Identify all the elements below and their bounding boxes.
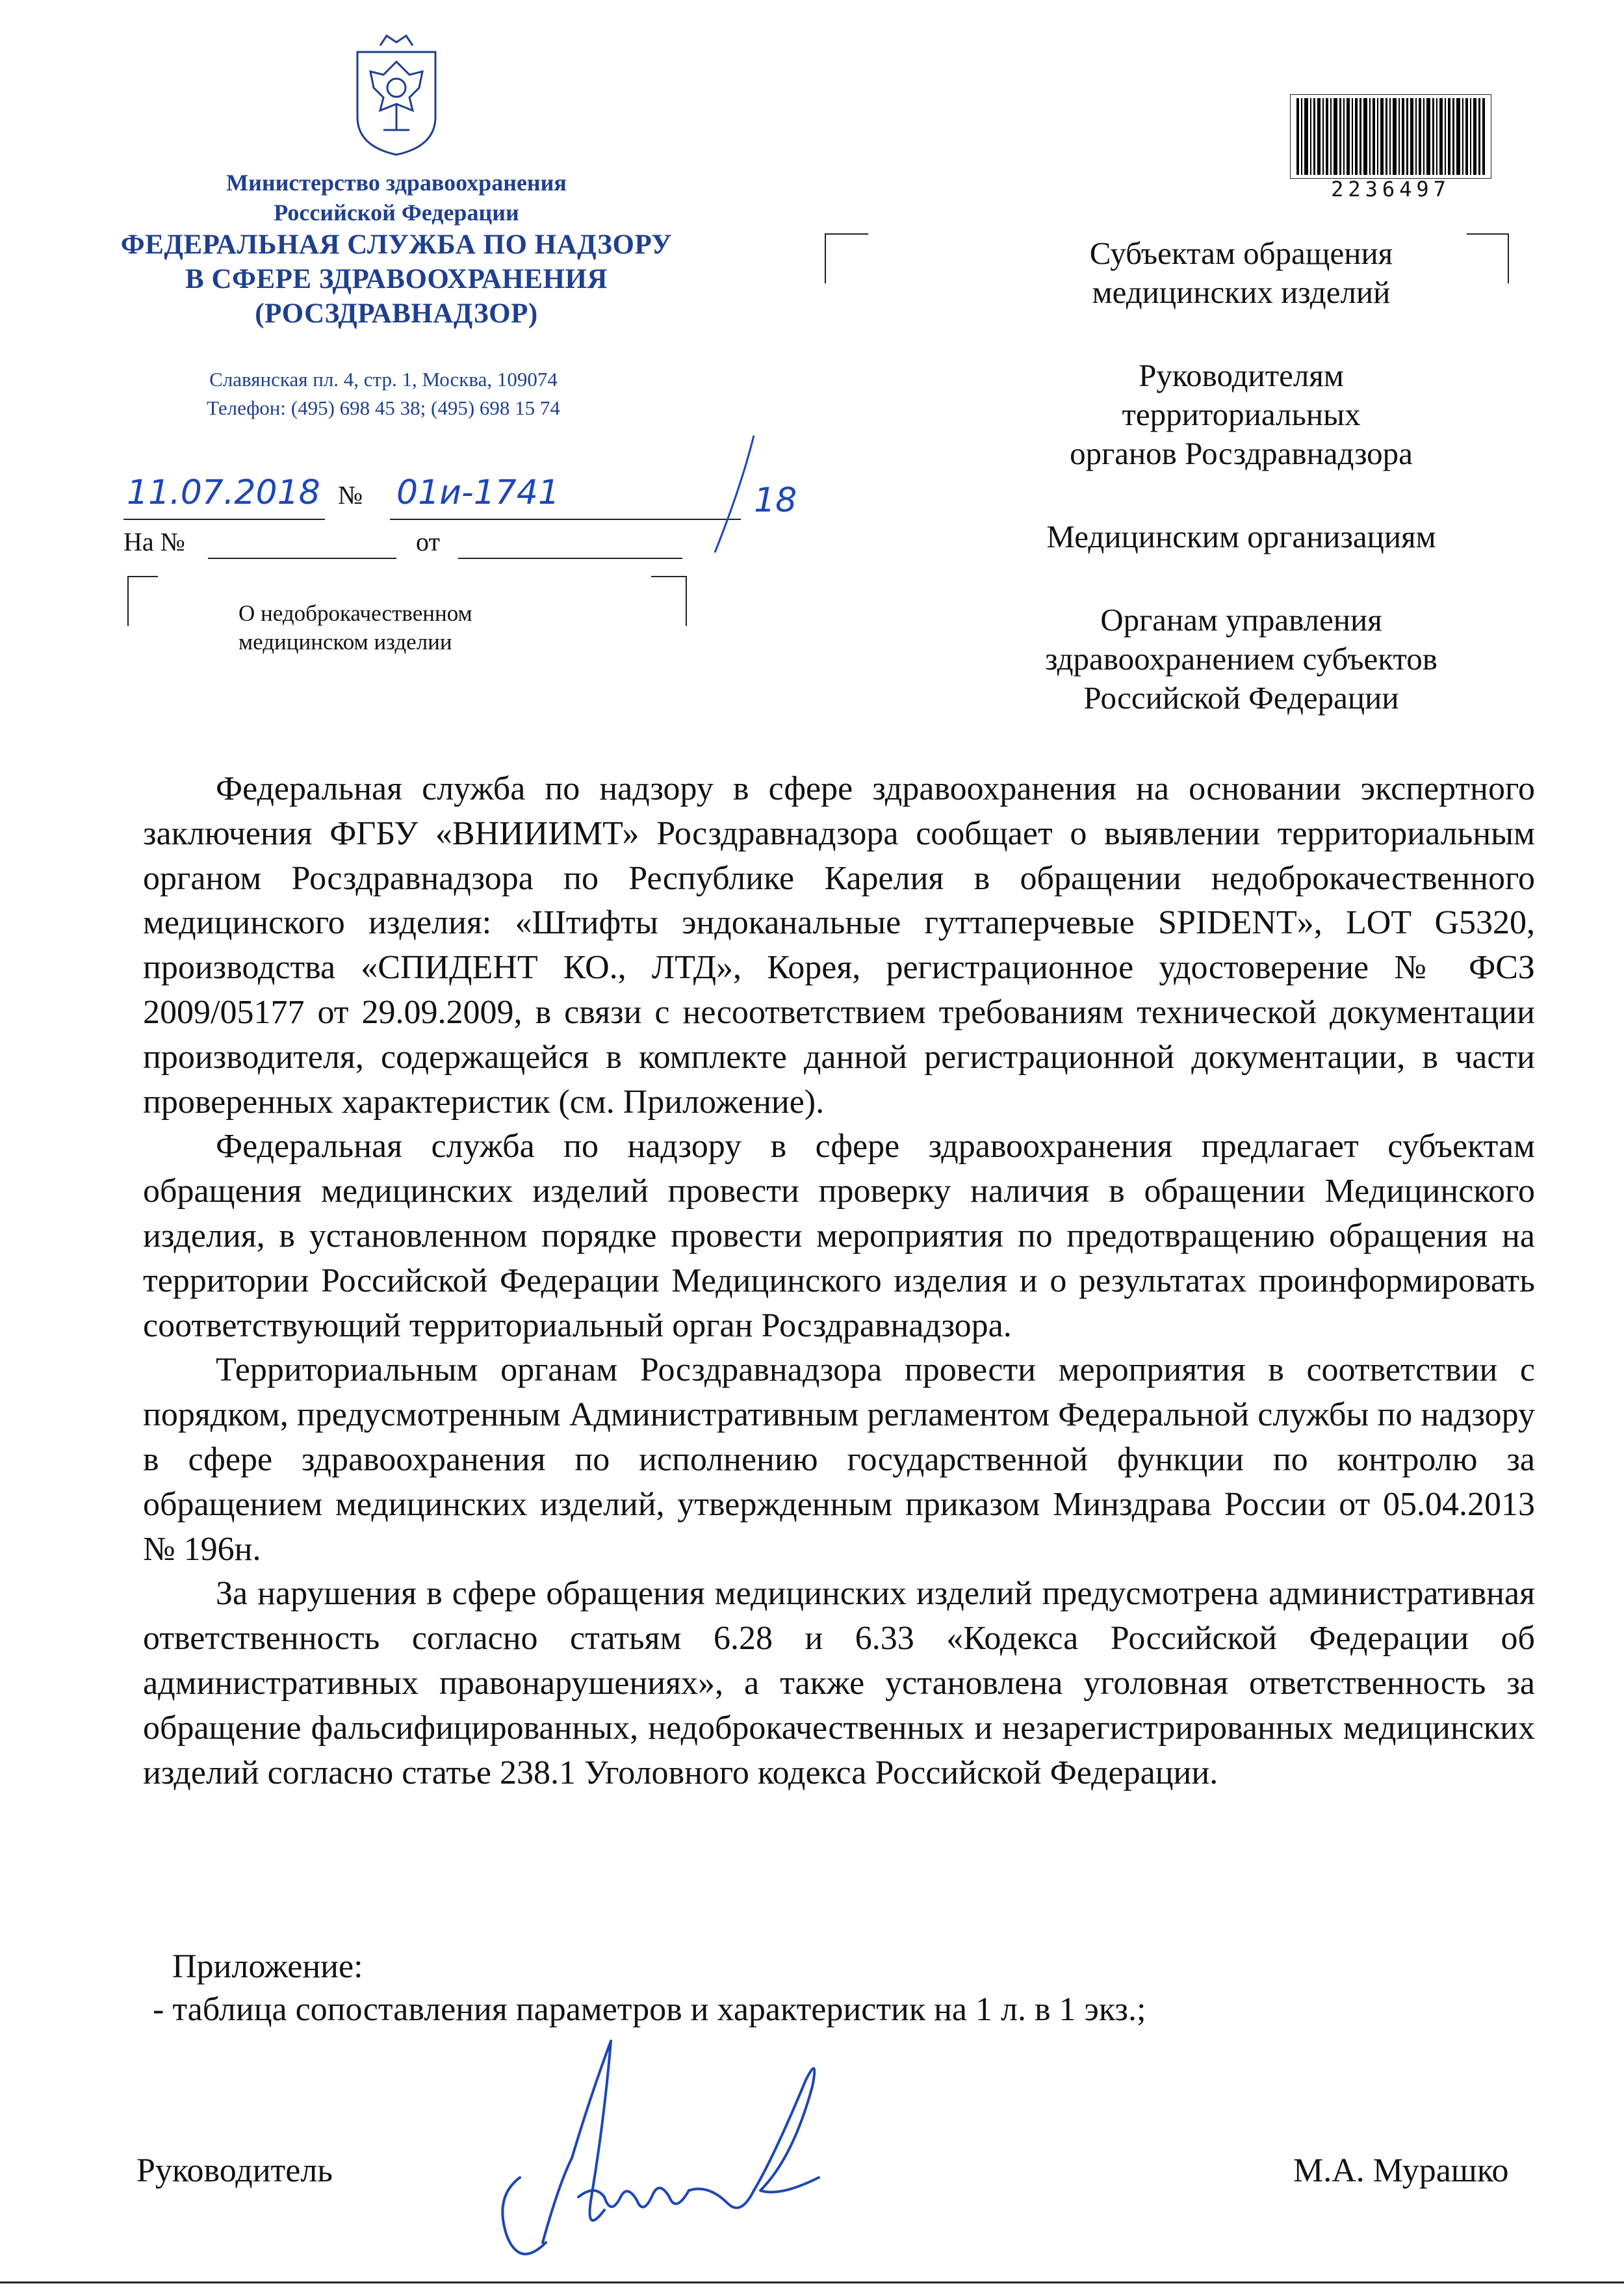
service-line2: В СФЕРЕ ЗДРАВООХРАНЕНИЯ [185, 264, 608, 294]
subject-corner-right [650, 575, 689, 627]
reply-to-underline [208, 558, 396, 559]
recipient-3-line1: Медицинским организациям [1046, 519, 1436, 554]
recipient-3 [929, 517, 1553, 556]
recipient-4-line1: Органам управления [1100, 602, 1382, 638]
recipient-1 [929, 234, 1553, 312]
date-underline [123, 519, 325, 520]
recipient-2-line2: территориальных [1122, 396, 1361, 432]
address-text: Славянская пл. 4, стр. 1, Москва, 109074 [209, 368, 558, 391]
appendix-title: Приложение: [172, 1948, 363, 1985]
appendix-item: - таблица сопоставления параметров и характеристик на 1 л. в 1 экз.; [153, 1991, 1146, 2028]
recipient-4-line2: здравоохранением субъектов [1045, 641, 1437, 677]
body-paragraph-4: За нарушения в сфере обращения медицинских изделий предусмотрена административная ответственность согласно статьям 6.28 и 6.33 «Кодекса Российской Федерации об административных правонарушениях», а также установлена уголовная ответственность за обращение фальсифицированных, недоброкачественных и незарегистрированных медицинских изделий согласно статье 238.1 Уголовного кодекса Российской Федерации. [143, 1575, 1535, 1791]
ministry-line2: Российской Федерации [274, 200, 519, 226]
letter-body [143, 767, 1535, 1795]
letter-subject [238, 599, 628, 656]
subject-corner-left [127, 575, 159, 627]
handwritten-signature [481, 2028, 871, 2288]
registration-no-label: № [338, 480, 363, 510]
reply-to-label: На № [123, 527, 185, 556]
registration-date: 11.07.2018 [127, 473, 320, 512]
contact-block [110, 365, 656, 422]
recipients-block [929, 234, 1553, 762]
phone-text: Телефон: (495) 698 45 38; (495) 698 15 74 [207, 396, 560, 419]
reply-from-underline [458, 558, 682, 559]
recipient-2 [929, 356, 1553, 473]
number-underline [390, 519, 741, 520]
recipient-2-line1: Руководителям [1139, 358, 1344, 393]
reply-from-label: от [416, 527, 440, 556]
subject-line2: медицинском изделии [238, 629, 452, 655]
registration-number: 01и-1741 [396, 473, 560, 512]
recipient-1-line2: медицинских изделий [1092, 274, 1391, 310]
appendix-block [143, 1945, 1508, 2031]
registration-year: 18 [754, 481, 797, 520]
recipient-4 [929, 601, 1553, 718]
coat-of-arms-icon [344, 26, 448, 156]
service-line1: ФЕДЕРАЛЬНАЯ СЛУЖБА ПО НАДЗОРУ [120, 229, 673, 260]
ministry-heading [130, 168, 663, 228]
body-paragraph-2: Федеральная служба по надзору в сфере здравоохранения предлагает субъектам обращения медицинских изделий провести проверку наличия в обращении Медицинского изделия, в установленном порядке провести мероприятия по предотвращению обращения на территории Российской Федерации Медицинского изделия и о результатах проинформировать соответствующий территориальный орган Росздравнадзора. [143, 1128, 1535, 1344]
body-paragraph-1: Федеральная служба по надзору в сфере здравоохранения на основании экспертного заключения ФГБУ «ВНИИИМТ» Росздравнадзора сообщает о выявлении территориальным органом Росздравнадзора по Республике Карелия в обращении недоброкачественного медицинского изделия: «Штифты эндоканальные гуттаперчевые SPIDENT», LOT G5320, производства «СПИДЕНТ КО., ЛТД», Корея, регистрационное удостоверение № ФСЗ 2009/05177 от 29.09.2009, в связи с несоответствием требованиям технической документации производителя, содержащейся в комплекте данной регистрационной документации, в части проверенных характеристик (см. Приложение). [143, 770, 1535, 1121]
signatory-name: М.А. Мурашко [1293, 2152, 1509, 2189]
ministry-line1: Министерство здравоохранения [226, 170, 567, 196]
recipient-2-line3: органов Росздравнадзора [1070, 436, 1413, 471]
recipient-4-line3: Российской Федерации [1083, 680, 1399, 716]
signatory-role: Руководитель [136, 2152, 333, 2189]
handwritten-slash [702, 429, 760, 559]
body-paragraph-3: Территориальным органам Росздравнадзора провести мероприятия в соответствии с порядком, предусмотренным Административным регламентом Федеральной службы по надзору в сфере здравоохранения по исполнению государственной функции по контролю за обращением медицинских изделий, утвержденным приказом Минздрава России от 05.04.2013 № 196н. [143, 1351, 1535, 1568]
subject-line1: О недоброкачественном [238, 601, 472, 626]
service-line3: (РОСЗДРАВНАДЗОР) [255, 298, 538, 329]
barcode-number: 2236497 [1331, 177, 1450, 202]
page-bottom-border [0, 2282, 1624, 2283]
service-heading [104, 228, 689, 331]
barcode [1290, 94, 1491, 179]
recipient-1-line1: Субъектам обращения [1089, 235, 1393, 271]
recipients-corner-left [824, 233, 870, 285]
